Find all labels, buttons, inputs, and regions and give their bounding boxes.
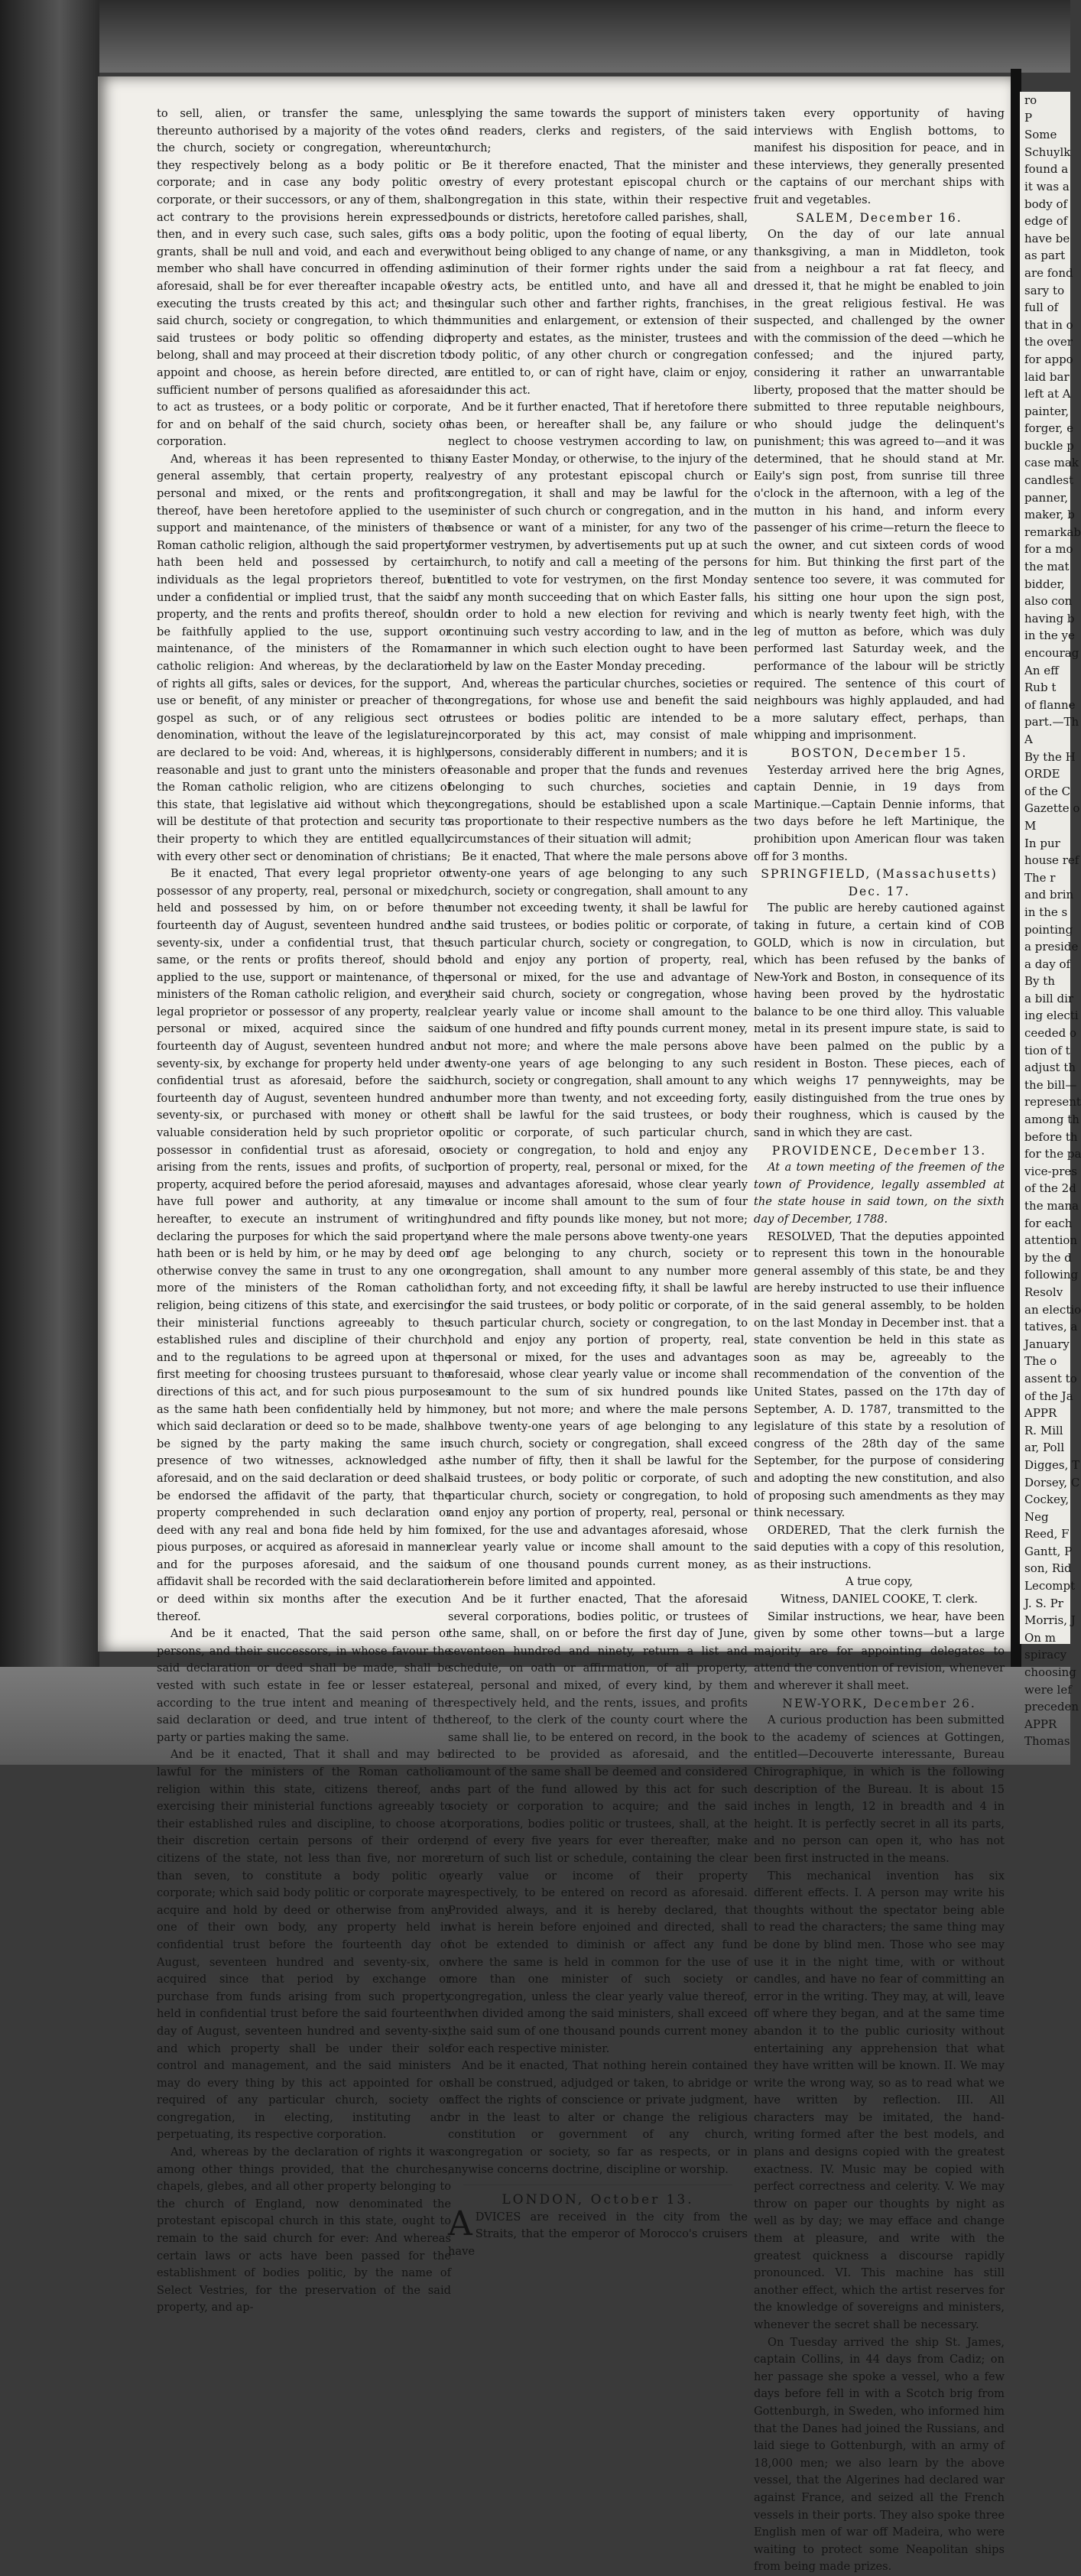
fragment-line: The r xyxy=(1024,870,1056,885)
fragment-line: pointing xyxy=(1024,922,1073,937)
fragment-line: also con xyxy=(1024,594,1073,609)
fragment-line: ar, Poll xyxy=(1024,1441,1065,1455)
fragment-line: of the C xyxy=(1024,784,1071,798)
fragment-line: among th xyxy=(1024,1113,1079,1127)
fragment-line: of the Ja xyxy=(1024,1389,1073,1403)
fragment-line: Gazette o xyxy=(1024,801,1080,816)
fragment-line: spiracy xyxy=(1024,1648,1067,1662)
fragment-line: Neg xyxy=(1024,1509,1049,1524)
fragment-line: ing electi xyxy=(1024,1009,1079,1023)
fragment-line: have be xyxy=(1024,231,1070,245)
book-binding-edge xyxy=(0,0,99,1765)
springfield-dateline: SPRINGFIELD, (Massachusetts) Dec. 17. xyxy=(761,867,998,898)
fragment-line: Resolv xyxy=(1024,1285,1063,1299)
scanner-background-top xyxy=(0,0,1070,73)
fragment-line: The o xyxy=(1024,1354,1057,1369)
fragment-line: edge of xyxy=(1024,214,1068,229)
london-paragraph: ADVICES are received in the city from the Straits, that the emperor of Morocco's cruisers have xyxy=(448,2204,748,2259)
fragment-line: candlest xyxy=(1024,473,1074,488)
fragment-line: the mana xyxy=(1024,1199,1079,1213)
fragment-line: in the s xyxy=(1024,905,1068,919)
fragment-line: for each xyxy=(1024,1216,1073,1230)
witness-line: Witness, DANIEL COOKE, T. clerk. xyxy=(780,1593,979,1606)
newyork-dateline: NEW-YORK, December 26. xyxy=(782,1696,976,1710)
fragment-line: the over xyxy=(1024,335,1073,349)
fragment-line: and brin xyxy=(1024,888,1074,902)
fragment-line: An eff xyxy=(1024,663,1059,677)
paragraph: And be it enacted, That nothing herein contained shall be construed, adjudged or taken, to abridge or affect the rights of conscience or private judgment, or in the least to alter or change the religious constitution or government of any church, congregation or society, so far as respects, or in anywise concerns doctrine, discipline or worship. xyxy=(448,2059,748,2176)
springfield-paragraph: The public are hereby cautioned against taking in future, a certain kind of COB GOLD, which is now in circulation, but which has been refused by the banks of New-York and Boston, in consequence of its having been proved by the hydrostatic balance to be one third alloy. This valuable metal in its present impure state, is said to have been palmed on the public by a resident in Boston. These pieces, each of which weighs 17 pennyweights, may be easily distinguished from the true ones by their roughness, which is caused by the sand in which they are cast. xyxy=(754,901,1005,1140)
paragraph: Be it therefore enacted, That the minister and vestry of every protestant episcopal church or congregation in this state, within their respective bounds or districts, heretofore called parishes, shall, as a body politic, upon the footing of equal liberty, without being obliged to any change of name, or any diminution of their former rights under the said vestry acts, be entitled unto, and have all and singular such other and farther rights, franchises, immunities and enlargement, or extension of their property and estates, as the minister, trustees and body politic, of any other church or congregation are entitled to, or can of right have, claim or enjoy, under this act. xyxy=(448,158,748,397)
fragment-line: found a xyxy=(1024,162,1069,177)
fragment-line: P xyxy=(1024,110,1033,125)
london-dateline: LONDON, October 13. xyxy=(502,2192,694,2208)
fragment-line: Schuylk xyxy=(1024,145,1071,159)
fragment-line: preceden xyxy=(1024,1700,1079,1714)
fragment-line: J. S. Pr xyxy=(1024,1596,1063,1610)
fragment-line: remarkab xyxy=(1024,525,1081,539)
paragraph: And be it enacted, That it shall and may be lawful for the ministers of the Roman catholic religion within this state, citizens thereof, and exercising their ministerial functions agreeably to their established rules and discipline, to choose at their discretion certain persons of their order, citizens of the state, not less than five, nor more than seven, to constitute a body politic or corporate; which said body politic or corporate may acquire and hold by deed or otherwise from any one of their own body, any property held in confidential trust before the fourteenth day of August, seventeen hundred and seventy-six, or acquired since that period by exchange or purchase from funds arising from such property held in confidential trust before the said fourteenth day of August, seventeen hundred and seventy-six, and which property shall be under their sole control and management, and the said ministers may do every thing by this act appointed for or required of any particular church, society or congregation, in electing, instituting and perpetuating, its respective corporation. xyxy=(157,1748,451,2142)
fragment-line: vice-pres xyxy=(1024,1164,1077,1178)
fragment-line: A xyxy=(1024,732,1033,746)
fragment-line: In pur xyxy=(1024,836,1060,850)
fragment-line: Cockey, xyxy=(1024,1493,1070,1507)
fragment-line: By the H xyxy=(1024,749,1076,764)
fragment-line: Dorsey, C xyxy=(1024,1475,1080,1489)
providence-resolved: RESOLVED, That the deputies appointed to represent this town in the honourable general assembly of this state, be and they are hereby instructed to use their influence in the said general assembly, to be holden on the last Monday in December inst. that a state convention be held in this state as soon as may be, agreeably to the recommendation of the convention of the United States, passed on the 17th day of September, A. D. 1787, transmitted to the legislature of this state by a resolution of congress of the 28th day of the same September, for the purpose of considering and adopting the new constitution, and also of proposing such amendments as they may think necessary. xyxy=(754,1230,1005,1520)
fragment-line: forger, e xyxy=(1024,421,1074,436)
paragraph: And be it further enacted, That if heretofore there has been, or hereafter shall be, any failure or neglect to choose vestrymen according to law, on any Easter Monday, or otherwise, to the injury of the vestry of any protestant episcopal church or congregation, it shall and may be lawful for the minister of such church or congregation, and in the absence or want of a minister, for any two of the former vestrymen, by advertisements put up at such church, to notify and call a meeting of the persons entitled to vote for vestrymen, on the first Monday of any month succeeding that on which Easter falls, in order to hold a new election for reviving and continuing such vestry according to law, and in the manner in which such election ought to have been held by law on the Easter Monday preceding. xyxy=(448,401,748,673)
fragment-line: tion of t xyxy=(1024,1043,1070,1057)
fragment-line: an electio xyxy=(1024,1302,1081,1317)
salem-paragraph: On the day of our late annual thanksgiving, a man in Middleton, took from a neighbour a rat fat fleecy, and dressed it, that he might be enabled to join in the great religious festival. He was suspected, and challenged by the owner with the commission of the deed —which he confessed; and the injured party, considering it rather an unwarrantable liberty, proposed that the matter should be submitted to three reputable neighbours, who should judge the delinquent's punishment; this was agreed to—and it was determined, that he should stand at Mr. Eaily's sign post, from sunrise till three o'clock in the afternoon, with a leg of the mutton in his hand, and inform every passenger of his crime—return the fleece to the owner, and cut sixteen cords of wood for him. But thinking the first part of the sentence too severe, it was commuted for his sitting one hour upon the sign post, which is nearly twenty feet high, with the leg of mutton as before, which was duly performed last Saturday week, and the performance of the labour will be strictly required. The sentence of this court of neighbours was highly applauded, and had a more salutary effect, perhaps, than whipping and imprisonment. xyxy=(754,228,1005,742)
drop-cap: A xyxy=(448,2204,472,2243)
fragment-line: panner, xyxy=(1024,490,1069,505)
fragment-line: painter, xyxy=(1024,404,1070,418)
paragraph: And be it further enacted, That the aforesaid several corporations, bodies politic, or trustees of the same, shall, on or before the first day of June, seventeen hundred and ninety, return a list and schedule, on oath or affirmation, of all property, real, personal and mixed, of every kind, by them respectively held, and the rents, issues, and profits thereof, to the clerk of the county court where the same shall lie, to be entered on record, in the book directed to be provided as aforesaid, and the amount of the same shall be deemed and considered as part of the fund allowed by this act for such society or corporation to acquire; and the said corporations, bodies politic or trustees, shall, at the end of every five years for ever thereafter, make return of such list or schedule, containing the clear yearly value or income of their property respectively, to be entered on record as aforesaid. Provided always, and it is hereby declared, that what is herein before enjoined and directed, shall not be extended to diminish or affect any fund where the same is held in common for the use of more than one minister of such society or congregation, unless the clear yearly value thereof, when divided among the said ministers, shall exceed the said sum of one thousand pounds current money for each respective minister. xyxy=(448,1593,748,2055)
fragment-line: represent xyxy=(1024,1095,1081,1109)
fragment-line: choosing xyxy=(1024,1665,1076,1680)
fragment-line: full of xyxy=(1024,300,1059,315)
fragment-line: house ref xyxy=(1024,853,1079,868)
true-copy-line: A true copy, xyxy=(846,1575,913,1589)
paragraph: plying the same towards the support of ministers and readers, clerks and registers, of the said church; xyxy=(448,107,748,155)
fragment-line: son, Rid xyxy=(1024,1561,1072,1576)
fragment-line: Morris, J xyxy=(1024,1613,1076,1628)
column-3 xyxy=(754,106,1005,2576)
fragment-line: On m xyxy=(1024,1630,1056,1645)
newyork-paragraph-2: This mechanical invention has six different effects. I. A person may write his thoughts without the spectator being able to read the characters; the same thing may be done by blind men. Those who see may use it in the night time, with or without candles, and have no fear of committing an error in the writing. They may, at will, leave off where they began, and at the same time abandon it to the public curiosity without entertaining any apprehension that what they have written will be known. II. We may write the wrong way, so as to read what we have written by reflection. III. All characters may be imitated, the hand-writing formed after the best models, and plans and designs copied with the greatest exactness. IV. Music may be copied with perfect correctness and celerity. V. We may throw on paper our thoughts by night as well as by day; we may efface and change them at pleasure, and write with the greatest quickness a discourse rapidly pronounced. VI. This machine has still another effect, which the artist reserves for the knowledge of sovereigns and ministers, whenever the secret shall be necessary. xyxy=(754,1869,1005,2331)
salem-dateline: SALEM, December 16. xyxy=(796,210,963,225)
paragraph: And be it enacted, That the said person or persons, and their successors, in whose favour the said declaration or deed shall be made, shall be vested with such estate in fee or lesser estate, according to the true intent and meaning of the said declaration or deed, and true intent of the party or parties making the same. xyxy=(157,1627,451,1744)
fragment-line: APPR xyxy=(1024,1406,1057,1421)
fragment-line: M xyxy=(1024,818,1037,833)
paragraph: And, whereas the particular churches, societies or congregations, for whose use and benefit the said trustees or bodies politic are intended to be incorporated by this act, may consist of male persons, considerably different in numbers; and it is reasonable and proper that the funds and revenues belonging to such churches, societies and congregations, should be established upon a scale as proportionate to their respective numbers as the circumstances of their situation will admit; xyxy=(448,677,748,846)
boston-paragraph: Yesterday arrived here the brig Agnes, captain Dennie, in 19 days from Martinique.—Captain Dennie informs, that two days before he left Martinique, the prohibition upon American flour was taken off for 3 months. xyxy=(754,763,1005,863)
fragment-line: January xyxy=(1024,1337,1070,1351)
fragment-line: left at A xyxy=(1024,387,1071,401)
similar-instructions: Similar instructions, we hear, have been given by some other towns—but a large majority are for appointing delegates to attend the convention of revision, whenever and wherever it shall meet. xyxy=(754,1610,1005,1693)
fragment-line: part.—Th xyxy=(1024,715,1079,729)
fragment-line: laid bar xyxy=(1024,369,1070,384)
fragment-line: Thomas xyxy=(1024,1734,1070,1749)
fragment-line: adjust th xyxy=(1024,1061,1076,1075)
fragment-line: Rub t xyxy=(1024,681,1057,695)
fragment-line: as part xyxy=(1024,249,1066,263)
fragment-line: it was a xyxy=(1024,179,1070,193)
fragment-line: ro xyxy=(1024,93,1037,107)
fragment-line: sary to xyxy=(1024,283,1065,297)
column-1 xyxy=(157,106,451,2317)
fragment-line: for a mo xyxy=(1024,542,1073,557)
fragment-line: the bill— xyxy=(1024,1077,1077,1092)
fragment-line: case mak xyxy=(1024,456,1079,470)
column-2-paragraphs xyxy=(448,106,748,2178)
fragment-line: Lecompt xyxy=(1024,1579,1076,1593)
fragment-line: were lef xyxy=(1024,1682,1072,1697)
fragment-line: for the pa xyxy=(1024,1147,1081,1161)
fragment-line: for appo xyxy=(1024,352,1073,366)
fragment-line: maker, b xyxy=(1024,508,1075,522)
paragraph: Be it enacted, That every legal proprietor or possessor of any property, real, personal or mixed, held and possessed by him, on or before the fourteenth day of August, seventeen hundred and seventy-six, under a confidential trust, that the same, or the rents or profits thereof, should be applied to the use, support or maintenance, of the ministers of the Roman catholic religion, and every legal proprietor or possessor of any property, real, personal or mixed, acquired since the said fourteenth day of August, seventeen hundred and seventy-six, by exchange for property held under a confidential trust as aforesaid, before the said fourteenth day of August, seventeen hundred and seventy-six, or purchased with money or other valuable consideration held by such proprietor or possessor in confidential trust as aforesaid, or arising from the rents, issues and profits, of such property, acquired before the period aforesaid, may have full power and authority, at any time hereafter, to execute an instrument of writing, declaring the purposes for which the said property hath been or is held by him, or he may by deed or otherwise convey the same in trust to any one or more of the ministers of the Roman catholic religion, being citizens of this state, and exercising their ministerial functions agreeably to the established rules and discipline of their church, and to the regulations to be agreed upon at the first meeting for choosing trustees pursuant to the directions of this act, and for such pious purposes as the same hath been confidentially held by him, which said declaration or deed so to be made, shall be signed by the party making the same in presence of two witnesses, acknowledged as aforesaid, and on the said declaration or deed shall be endorsed the affidavit of the party, that the property comprehended in such declaration or deed with any real and bona fide held by him for pious purposes, or acquired as aforesaid in manner and for the purposes aforesaid, and the said affidavit shall be recorded with the said declaration or deed within six months after the execution thereof. xyxy=(157,867,451,1623)
paragraph: Be it enacted, That where the male persons above twenty-one years of age belonging to any such church, society or congregation, shall amount to any number not exceeding twenty, it shall be lawful for the said trustees, or bodies politic or corporate, of such particular church, society or congregation, to hold and enjoy any portion of property, real, personal or mixed, for the use and advantage of their said church, society or congregation, whose clear yearly value or income shall amount to the sum of one hundred and fifty pounds current money, but not more; and where the male persons above twenty-one years of age belonging to any such church, society or congregation, shall amount to any number more than twenty, and not exceeding forty, it shall be lawful for the said trustees, or body politic or corporate, of such particular church, society or congregation, to hold and enjoy any portion of property, real, personal or mixed, for the uses and advantages aforesaid, whose clear yearly value or income shall amount to the sum of four hundred and fifty pounds like money, but not more; and where the male persons above twenty-one years of age belonging to any church, society or congregation, shall amount to any number more than forty, and not exceeding fifty, it shall be lawful for the said trustees, or body politic or corporate, of such particular church, society or congregation, to hold and enjoy any portion of property, real, personal or mixed, for the uses and advantages aforesaid, whose clear yearly value or income shall amount to the sum of six hundred pounds like money, but not more; and where the male persons above twenty-one years of age belonging to any such church, society or congregation, shall exceed the number of fifty, then it shall be lawful for the said trustees, or body politic or corporate, of such particular church, society or congregation, to hold and enjoy any portion of property, real, personal or mixed, for the use and advantages aforesaid, whose clear yearly value or income shall amount to the sum of one thousand pounds current money, as herein before limited and appointed. xyxy=(448,849,748,1589)
fragment-line: ceeded o xyxy=(1024,1026,1077,1041)
fragment-line: before th xyxy=(1024,1129,1078,1144)
fragment-line: Reed, F xyxy=(1024,1527,1070,1541)
fragment-line: the mat xyxy=(1024,560,1070,574)
fragment-line: Some xyxy=(1024,128,1057,142)
providence-ordered: ORDERED, That the clerk furnish the said deputies with a copy of this resolution, as their instructions. xyxy=(754,1523,1005,1571)
fragment-line: buckle p xyxy=(1024,438,1074,453)
fragment-line: Digges, T xyxy=(1024,1457,1080,1472)
fragment-line: in the ye xyxy=(1024,629,1075,643)
fragment-line: having b xyxy=(1024,611,1075,625)
fragment-line: Gantt, P xyxy=(1024,1544,1073,1558)
providence-meeting: At a town meeting of the freemen of the town of Providence, legally assembled at the state house in said town, on the sixth day of December, 1788. xyxy=(754,1161,1005,1226)
fragment-line: of flanne xyxy=(1024,697,1076,712)
adjacent-page-fragment xyxy=(1020,92,1081,1749)
column-2 xyxy=(448,106,748,2261)
fragment-line: a bill dir xyxy=(1024,991,1074,1005)
fragment-line: assent to xyxy=(1024,1371,1077,1385)
fragment-line: encourag xyxy=(1024,646,1079,660)
fragment-line: a preside xyxy=(1024,940,1079,954)
fragment-line: that in o xyxy=(1024,317,1073,332)
newyork-paragraph-3: On Tuesday arrived the ship St. James, captain Collins, in 44 days from Cadiz; on her passage she spoke a vessel, who a few days before fell in with a Scotch brig from Gottenburgh, in Sweden, who informed him that the Danes had joined the Russians, and laid siege to Gottenburgh, with an army of 18,000 men; we also learn by the above vessel, that the Algerines had declared war against France, and seized all the French vessels in their ports. They also spoke three English men of war off Madeira, who were waiting to protect some Neapolitan ships from being made prizes. xyxy=(754,2335,1005,2574)
fragment-line: by the d xyxy=(1024,1250,1072,1265)
adjacent-page-text xyxy=(1020,92,1081,1750)
fragment-line: are fond xyxy=(1024,265,1073,280)
fragment-line: body of xyxy=(1024,197,1068,211)
fragment-line: a day of xyxy=(1024,957,1071,971)
fragment-line: ORDE xyxy=(1024,767,1060,781)
fragment-line: of the 2d xyxy=(1024,1181,1076,1196)
paragraph: to sell, alien, or transfer the same, unless thereunto authorised by a majority of the votes of the church, society or congregation, whereunto they respectively belong as a body politic or corporate; and in case any body politic or corporate, or their successors, or any of them, shall act contrary to the provisions herein expressed, then, and in every such case, such sales, gifts or grants, shall be null and void, and each and every member who shall have concurred in offending as aforesaid, shall be for ever thereafter incapable of executing the trusts created by this act; and the said church, society or congregation, to which the said trustees or body politic so offending did belong, shall and may proceed at their discretion to appoint and choose, as herein before directed, a sufficient number of persons qualified as aforesaid to act as trustees, or a body politic or corporate, for and on behalf of the said church, society or corporation. xyxy=(157,107,451,449)
fragment-line: bidder, xyxy=(1024,577,1065,591)
fragment-line: R. Mill xyxy=(1024,1423,1063,1437)
fragment-line: tatives, a xyxy=(1024,1320,1078,1334)
intro-paragraph: taken every opportunity of having interviews with English bottoms, to manifest his disposition for peace, and in these interviews, they generally presented the captains of our merchant ships with fruit and vegetables. xyxy=(754,107,1005,206)
paragraph: And, whereas by the declaration of rights it was among other things provided, that the churches, chapels, glebes, and all other property belonging to the church of England, now denominated the protestant episcopal church in this state, ought to remain to the said church for ever: And whereas certain laws or acts have been passed for the establishment of bodies politic, by the name of Select Vestries, for the preservation of the said property, and ap- xyxy=(157,2146,451,2315)
fragment-line: By th xyxy=(1024,974,1055,989)
fragment-line: attention xyxy=(1024,1233,1078,1248)
boston-dateline: BOSTON, December 15. xyxy=(790,746,968,760)
providence-dateline: PROVIDENCE, December 13. xyxy=(771,1143,987,1158)
fragment-line: APPR xyxy=(1024,1717,1057,1731)
paragraph: And, whereas it has been represented to this general assembly, that certain property, real, personal and mixed, or the rents and profits thereof, have been heretofore applied to the use, support and maintenance, of the ministers of the Roman catholic religion, although the said property hath been held and possessed by certain individuals as the legal proprietors thereof, but under a confidential or implied trust, that the said property, and the rents and profits thereof, should be faithfully applied to the use, support or maintenance, of the ministers of the Roman catholic religion: And whereas, by the declaration of rights all gifts, sales or devices, for the support, use or benefit, of any minister or preacher of the gospel as such, or of any religious sect or denomination, without the leave of the legislature, are declared to be void: And, whereas, it is highly reasonable and just to grant unto the ministers of the Roman catholic religion, who are citizens of this state, that legislative aid without which they will be destitute of that protection and security to their property to which they are entitled equally with every other sect or denomination of christians; xyxy=(157,452,451,863)
newyork-paragraph-1: A curious production has been submitted to the academy of sciences at Gottingen, entitled—Decouverte interessante, Bureau Chirographique, in which is the following description of the Bureau. It is about 15 inches in length, 12 in breadth and 4 in height. It is perfectly secret in all its parts, and no person can open it, who has not been first instructed in the means. xyxy=(754,1714,1005,1865)
fragment-line: following xyxy=(1024,1268,1079,1282)
